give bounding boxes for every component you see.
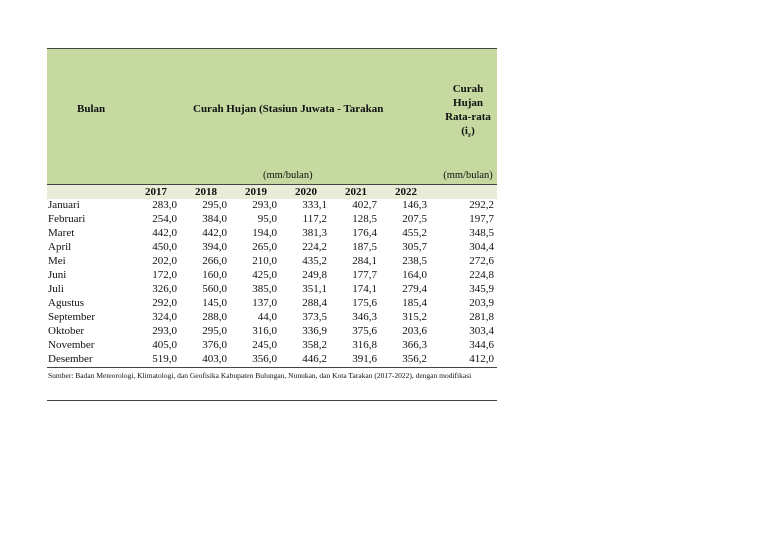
month-cell: April xyxy=(48,241,72,253)
rainfall-value-cell: 403,0 xyxy=(202,353,227,365)
rainfall-value-cell: 356,2 xyxy=(402,353,427,365)
rainfall-value-cell: 455,2 xyxy=(402,227,427,239)
rainfall-value-cell: 293,0 xyxy=(252,199,277,211)
rainfall-value-cell: 346,3 xyxy=(352,311,377,323)
rainfall-value-cell: 187,5 xyxy=(352,241,377,253)
rainfall-value-cell: 381,3 xyxy=(302,227,327,239)
table-row xyxy=(47,227,497,241)
month-cell: Januari xyxy=(48,199,80,211)
rainfall-value-cell: 446,2 xyxy=(302,353,327,365)
table-row xyxy=(47,255,497,269)
rainfall-value-cell: 402,7 xyxy=(352,199,377,211)
rainfall-value-cell: 324,0 xyxy=(152,311,177,323)
rainfall-value-cell: 283,0 xyxy=(152,199,177,211)
month-cell: Mei xyxy=(48,255,66,267)
year-header-row xyxy=(47,184,497,199)
rainfall-value-cell: 560,0 xyxy=(202,283,227,295)
year-header-cell: 2020 xyxy=(295,186,317,198)
rainfall-value-cell: 137,0 xyxy=(252,297,277,309)
month-column-header: Bulan xyxy=(77,103,106,115)
average-value-cell: 348,5 xyxy=(469,227,494,239)
month-cell: Februari xyxy=(48,213,86,225)
rainfall-value-cell: 145,0 xyxy=(202,297,227,309)
year-header-cell: 2017 xyxy=(145,186,167,198)
rainfall-value-cell: 333,1 xyxy=(302,199,327,211)
rainfall-value-cell: 351,1 xyxy=(302,283,327,295)
month-cell: Juli xyxy=(48,283,64,295)
average-value-cell: 292,2 xyxy=(469,199,494,211)
table-row xyxy=(47,199,497,213)
rainfall-value-cell: 288,4 xyxy=(302,297,327,309)
year-header-cell: 2019 xyxy=(245,186,267,198)
rainfall-value-cell: 356,0 xyxy=(252,353,277,365)
table-row xyxy=(47,297,497,311)
table-row xyxy=(47,269,497,283)
rainfall-value-cell: 326,0 xyxy=(152,283,177,295)
average-header-line: Hujan xyxy=(453,97,483,109)
average-symbol-sub: r xyxy=(467,131,472,140)
rainfall-value-cell: 117,2 xyxy=(302,213,327,225)
table-row xyxy=(47,213,497,227)
rainfall-value-cell: 305,7 xyxy=(402,241,427,253)
rainfall-value-cell: 175,6 xyxy=(352,297,377,309)
rainfall-value-cell: 376,0 xyxy=(202,339,227,351)
table-row xyxy=(47,311,497,325)
table-row xyxy=(47,283,497,297)
rainfall-value-cell: 164,0 xyxy=(402,269,427,281)
rainfall-value-cell: 292,0 xyxy=(152,297,177,309)
rainfall-value-cell: 316,0 xyxy=(252,325,277,337)
table-row xyxy=(47,353,497,367)
table-body xyxy=(47,199,497,367)
rainfall-value-cell: 284,1 xyxy=(352,255,377,267)
average-column-header xyxy=(439,82,497,142)
rainfall-value-cell: 391,6 xyxy=(352,353,377,365)
average-symbol xyxy=(439,124,497,142)
rainfall-value-cell: 265,0 xyxy=(252,241,277,253)
rainfall-value-cell: 194,0 xyxy=(252,227,277,239)
table-row xyxy=(47,339,497,353)
rainfall-value-cell: 293,0 xyxy=(152,325,177,337)
rainfall-value-cell: 295,0 xyxy=(202,199,227,211)
table-header xyxy=(47,48,497,184)
rainfall-value-cell: 172,0 xyxy=(152,269,177,281)
rainfall-value-cell: 519,0 xyxy=(152,353,177,365)
month-cell: November xyxy=(48,339,95,351)
rainfall-value-cell: 245,0 xyxy=(252,339,277,351)
rainfall-value-cell: 177,7 xyxy=(352,269,377,281)
rainfall-value-cell: 203,6 xyxy=(402,325,427,337)
average-value-cell: 412,0 xyxy=(469,353,494,365)
rainfall-value-cell: 384,0 xyxy=(202,213,227,225)
year-header-cell: 2018 xyxy=(195,186,217,198)
rainfall-value-cell: 249,8 xyxy=(302,269,327,281)
rainfall-value-cell: 442,0 xyxy=(202,227,227,239)
month-cell: September xyxy=(48,311,96,323)
source-note: Sumber: Badan Meteorologi, Klimatologi, dan Geofisika Kabupaten Bulungan, Nunukan, dan Kota Tarakan (2017-2022), dengan modifikasi xyxy=(47,367,497,401)
rainfall-value-cell: 358,2 xyxy=(302,339,327,351)
rainfall-value-cell: 279,4 xyxy=(402,283,427,295)
rainfall-value-cell: 288,0 xyxy=(202,311,227,323)
rainfall-value-cell: 185,4 xyxy=(402,297,427,309)
rainfall-unit-label: (mm/bulan) xyxy=(263,170,313,181)
average-header-line: Rata-rata xyxy=(445,111,491,123)
rainfall-value-cell: 450,0 xyxy=(152,241,177,253)
average-value-cell: 304,4 xyxy=(469,241,494,253)
average-value-cell: 303,4 xyxy=(469,325,494,337)
rainfall-value-cell: 394,0 xyxy=(202,241,227,253)
average-value-cell: 344,6 xyxy=(469,339,494,351)
rainfall-value-cell: 224,2 xyxy=(302,241,327,253)
rainfall-column-header: Curah Hujan (Stasiun Juwata - Tarakan xyxy=(193,103,384,115)
rainfall-value-cell: 207,5 xyxy=(402,213,427,225)
average-unit-label: (mm/bulan) xyxy=(443,170,493,181)
average-value-cell: 281,8 xyxy=(469,311,494,323)
rainfall-value-cell: 375,6 xyxy=(352,325,377,337)
rainfall-value-cell: 385,0 xyxy=(252,283,277,295)
rainfall-value-cell: 336,9 xyxy=(302,325,327,337)
rainfall-value-cell: 266,0 xyxy=(202,255,227,267)
rainfall-value-cell: 146,3 xyxy=(402,199,427,211)
rainfall-value-cell: 174,1 xyxy=(352,283,377,295)
rainfall-table xyxy=(47,48,497,401)
rainfall-value-cell: 160,0 xyxy=(202,269,227,281)
rainfall-value-cell: 95,0 xyxy=(257,213,277,225)
average-header-line: Curah xyxy=(452,83,484,95)
rainfall-value-cell: 405,0 xyxy=(152,339,177,351)
rainfall-value-cell: 315,2 xyxy=(402,311,427,323)
rainfall-value-cell: 373,5 xyxy=(302,311,327,323)
rainfall-value-cell: 316,8 xyxy=(352,339,377,351)
month-cell: Desember xyxy=(48,353,93,365)
rainfall-value-cell: 128,5 xyxy=(352,213,377,225)
rainfall-value-cell: 295,0 xyxy=(202,325,227,337)
rainfall-value-cell: 254,0 xyxy=(152,213,177,225)
rainfall-value-cell: 435,2 xyxy=(302,255,327,267)
average-value-cell: 203,9 xyxy=(469,297,494,309)
average-symbol-main: (i xyxy=(461,125,468,137)
average-value-cell: 197,7 xyxy=(469,213,494,225)
average-value-cell: 345,9 xyxy=(469,283,494,295)
rainfall-value-cell: 176,4 xyxy=(352,227,377,239)
year-header-cell: 2021 xyxy=(345,186,367,198)
rainfall-value-cell: 442,0 xyxy=(152,227,177,239)
rainfall-value-cell: 44,0 xyxy=(257,311,277,323)
month-cell: Agustus xyxy=(48,297,85,309)
rainfall-value-cell: 366,3 xyxy=(402,339,427,351)
year-header-cell: 2022 xyxy=(395,186,417,198)
table-row xyxy=(47,325,497,339)
average-value-cell: 224,8 xyxy=(469,269,494,281)
rainfall-value-cell: 425,0 xyxy=(252,269,277,281)
table-row xyxy=(47,241,497,255)
month-cell: Oktober xyxy=(48,325,85,337)
month-cell: Maret xyxy=(48,227,75,239)
rainfall-value-cell: 238,5 xyxy=(402,255,427,267)
rainfall-value-cell: 202,0 xyxy=(152,255,177,267)
average-value-cell: 272,6 xyxy=(469,255,494,267)
month-cell: Juni xyxy=(48,269,67,281)
average-symbol-close: ) xyxy=(471,125,475,137)
rainfall-value-cell: 210,0 xyxy=(252,255,277,267)
